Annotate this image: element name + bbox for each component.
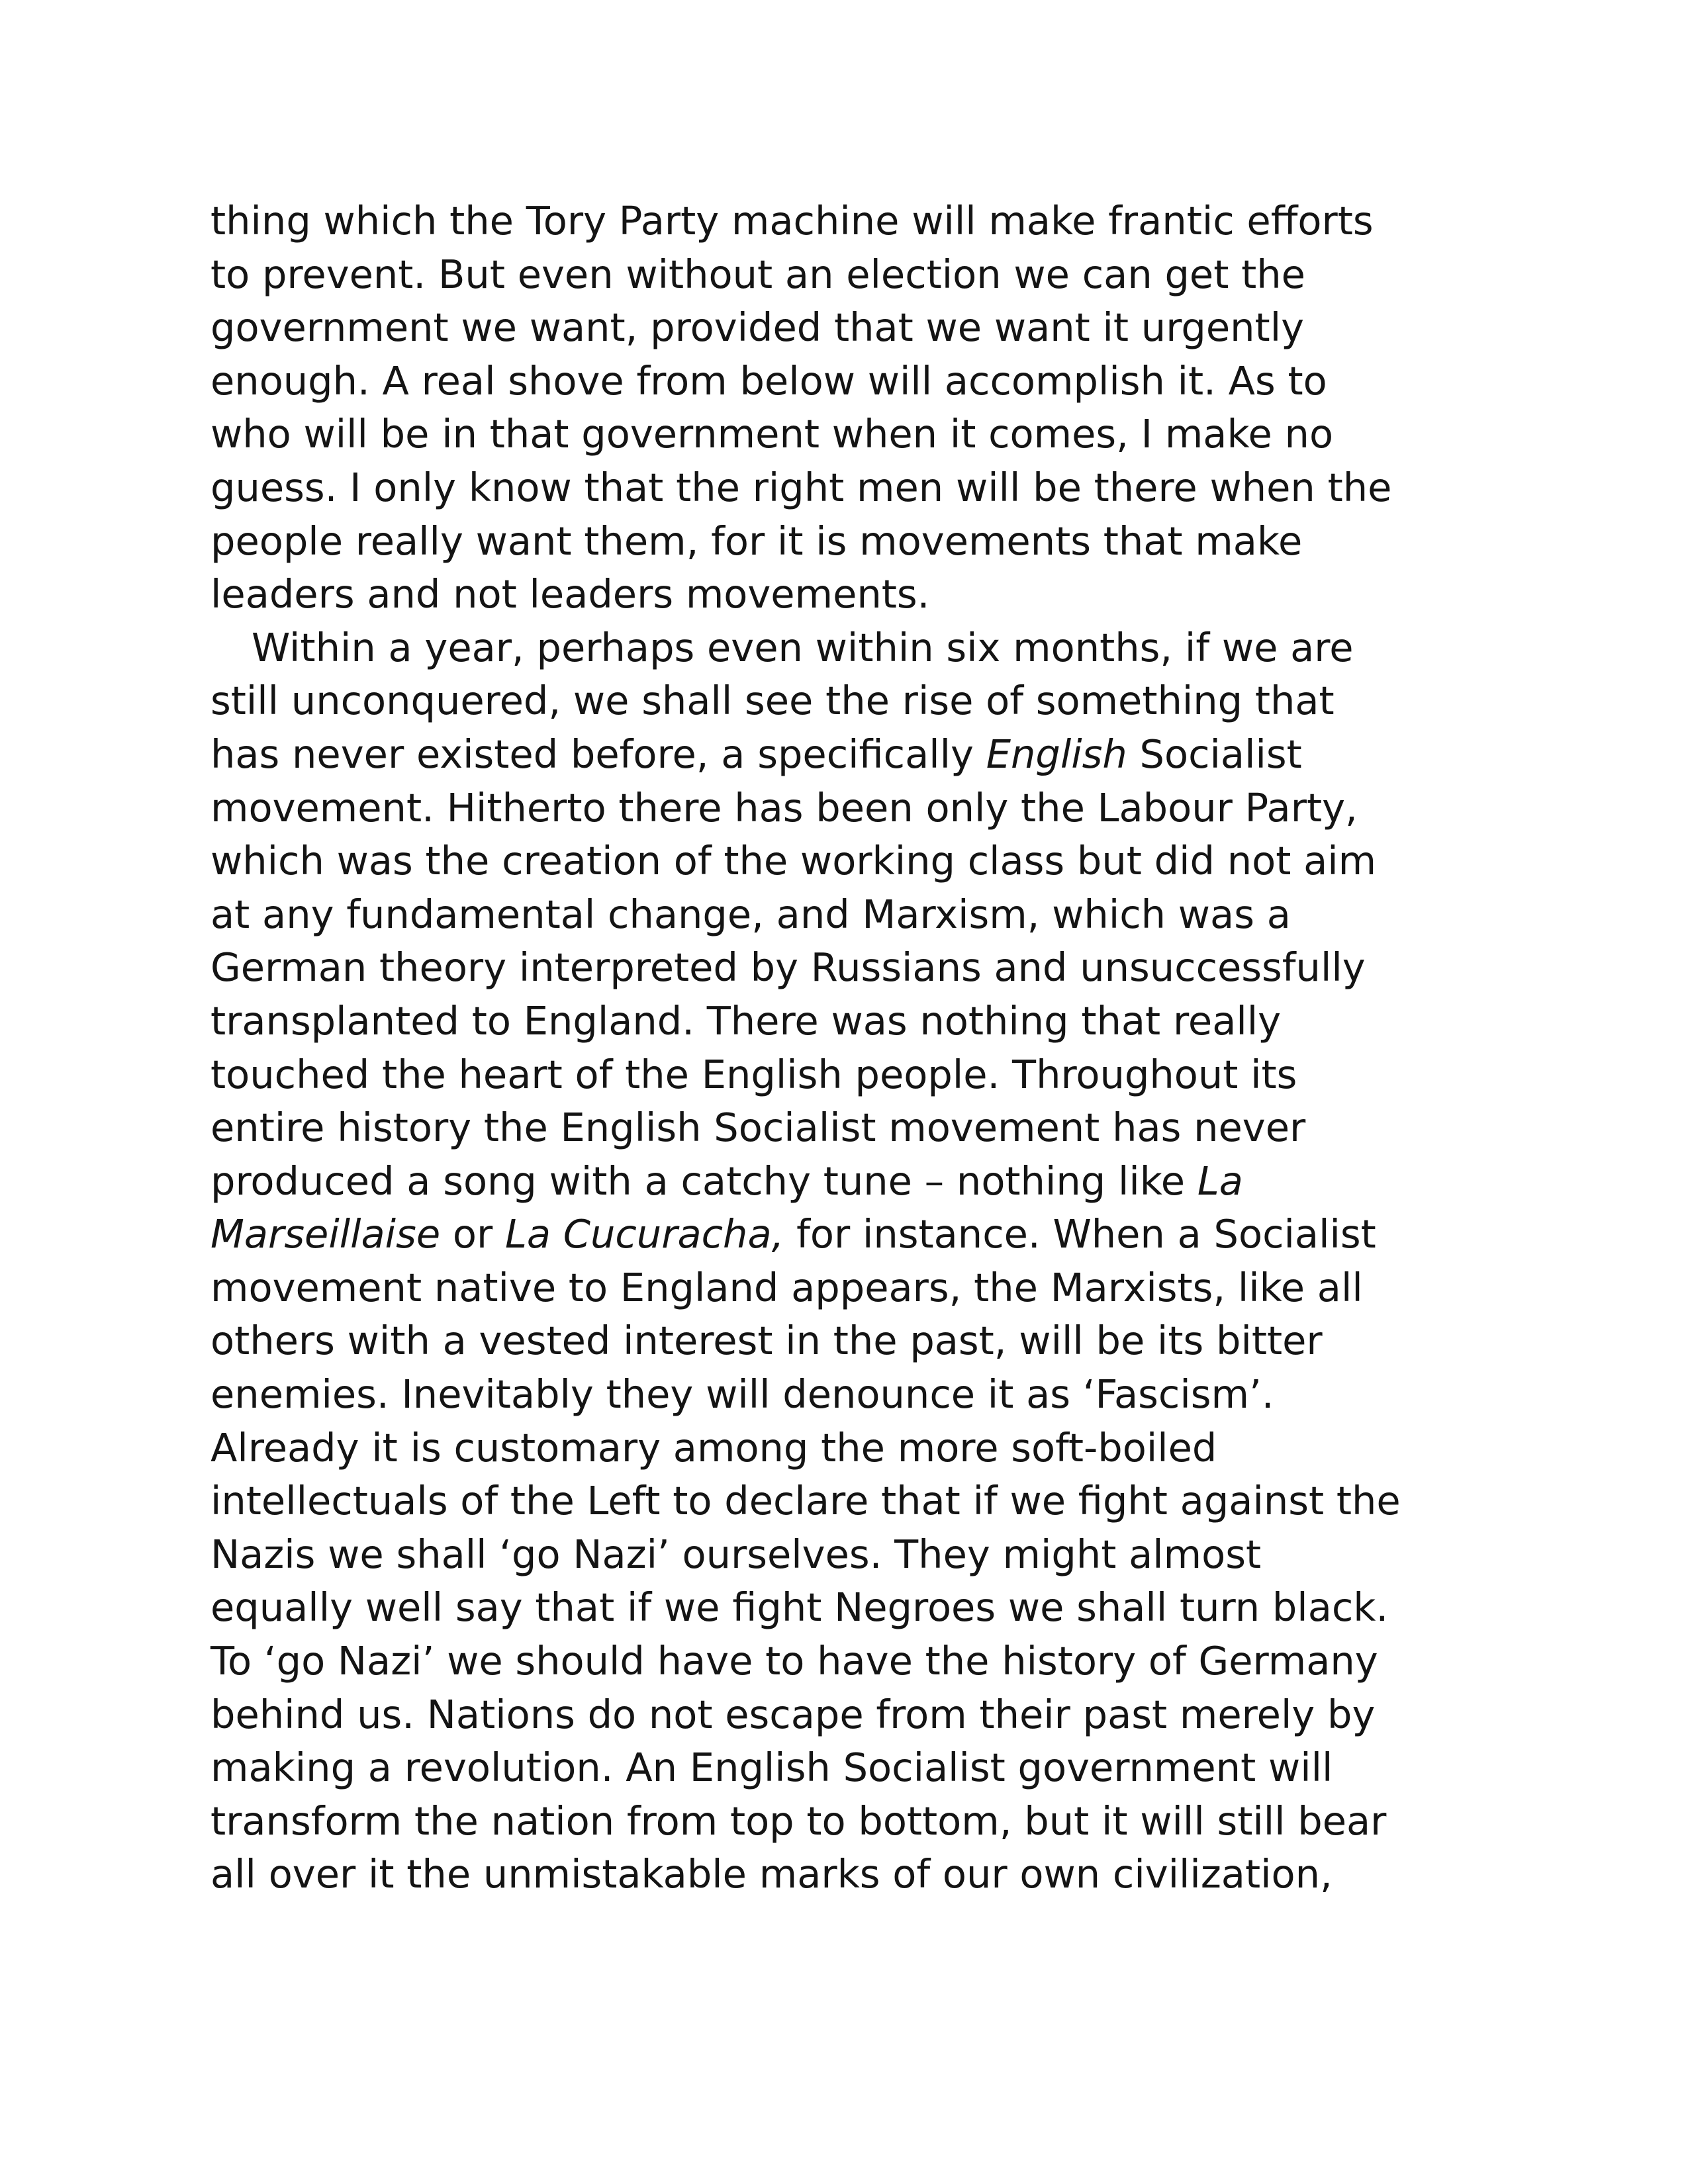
text-line: still unconquered, we shall see the rise of something that bbox=[211, 678, 1335, 724]
text-line: equally well say that if we fight Negroes we shall turn black. bbox=[211, 1584, 1389, 1631]
text-line: movement. Hitherto there has been only the Labour Party, bbox=[211, 784, 1358, 831]
text-line: government we want, provided that we want it urgently bbox=[211, 304, 1304, 351]
text-line: all over it the unmistakable marks of our own civilization, bbox=[211, 1851, 1333, 1897]
text-line: German theory interpreted by Russians and unsuccessfully bbox=[211, 944, 1366, 991]
italic-text: La bbox=[1197, 1158, 1243, 1204]
text-line: Within a year, perhaps even within six months, if we are bbox=[252, 624, 1354, 670]
text-line: movement native to England appears, the Marxists, like all bbox=[211, 1264, 1363, 1310]
text-line: behind us. Nations do not escape from their past merely by bbox=[211, 1691, 1376, 1737]
text-line: leaders and not leaders movements. bbox=[211, 571, 930, 617]
text-segment: produced a song with a catchy tune – nothing like bbox=[211, 1158, 1197, 1204]
body-text bbox=[211, 195, 1508, 1901]
italic-text: La Cucuracha, bbox=[505, 1211, 784, 1257]
text-line: intellectuals of the Left to declare that if we fight against the bbox=[211, 1478, 1401, 1524]
text-line: Already it is customary among the more soft-boiled bbox=[211, 1424, 1217, 1471]
text-line: making a revolution. An English Socialist government will bbox=[211, 1745, 1333, 1791]
text-line: To ‘go Nazi’ we should have to have the history of Germany bbox=[211, 1638, 1378, 1684]
text-line: people really want them, for it is movements that make bbox=[211, 518, 1303, 564]
italic-text: Marseillaise bbox=[211, 1211, 441, 1257]
text-line: others with a vested interest in the past, will be its bitter bbox=[211, 1318, 1323, 1364]
text-line: entire history the English Socialist movement has never bbox=[211, 1105, 1306, 1151]
text-line: Nazis we shall ‘go Nazi’ ourselves. They might almost bbox=[211, 1531, 1262, 1577]
text-line: thing which the Tory Party machine will make frantic efforts bbox=[211, 198, 1374, 244]
text-line: to prevent. But even without an election we can get the bbox=[211, 251, 1305, 297]
text-line: at any fundamental change, and Marxism, which was a bbox=[211, 891, 1291, 937]
text-segment: for instance. When a Socialist bbox=[784, 1211, 1376, 1257]
text-line: who will be in that government when it comes, I make no bbox=[211, 411, 1334, 457]
text-line: enough. A real shove from below will accomplish it. As to bbox=[211, 357, 1327, 404]
text-line: which was the creation of the working class but did not aim bbox=[211, 838, 1377, 884]
text-line bbox=[211, 728, 1508, 782]
text-line bbox=[211, 1208, 1508, 1261]
italic-text: English bbox=[986, 731, 1127, 777]
paragraph-1 bbox=[211, 195, 1508, 621]
paragraph-2 bbox=[211, 621, 1508, 1901]
text-line: enemies. Inevitably they will denounce it as ‘Fascism’. bbox=[211, 1371, 1274, 1418]
text-segment: Socialist bbox=[1127, 731, 1302, 777]
text-segment: has never existed before, a specifically bbox=[211, 731, 986, 777]
text-line: touched the heart of the English people. Throughout its bbox=[211, 1051, 1297, 1097]
text-line: guess. I only know that the right men will be there when the bbox=[211, 464, 1392, 510]
text-segment: or bbox=[440, 1211, 505, 1257]
text-line: transform the nation from top to bottom, but it will still bear bbox=[211, 1797, 1387, 1844]
text-line bbox=[211, 1155, 1508, 1208]
text-line: transplanted to England. There was nothing that really bbox=[211, 997, 1282, 1044]
